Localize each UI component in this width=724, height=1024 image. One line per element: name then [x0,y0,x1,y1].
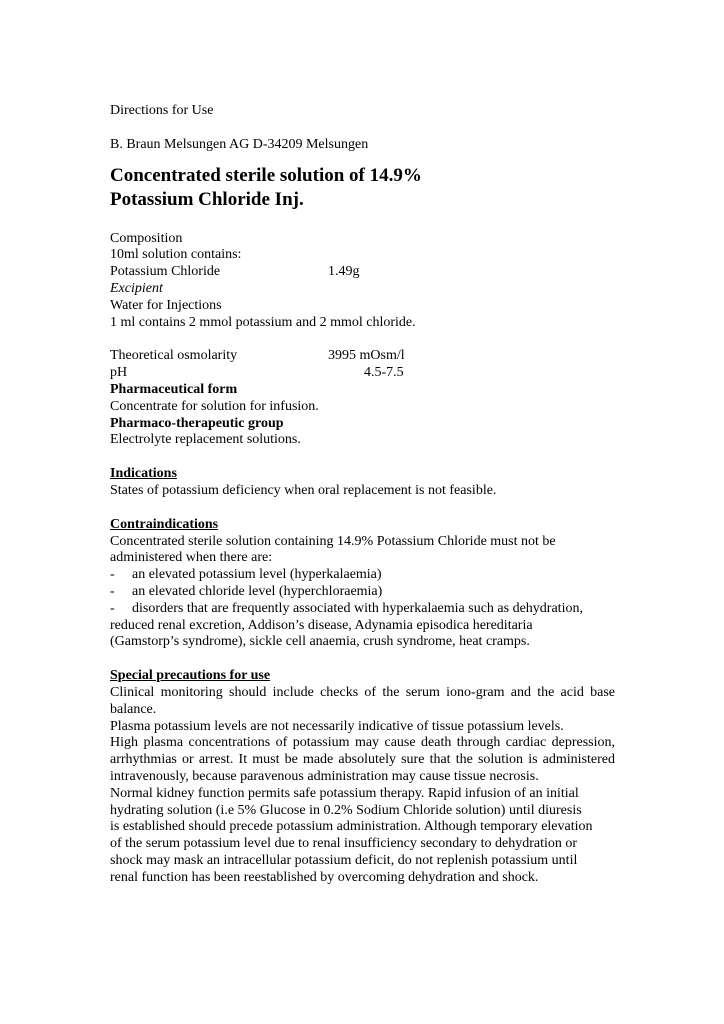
form-text: Concentrate for solution for infusion. [110,398,319,414]
contraindications-heading: Contraindications [110,516,219,532]
group-text: Electrolyte replacement solutions. [110,432,301,448]
precautions-paragraph-3: High plasma concentrations of potassium may cause death through cardiac depression, arrhythmias or arrest. It must be made absolutely sure that the solution is administered intravenously, because paravenous administration may cause tissue necrosis. [110,735,615,784]
precautions-paragraph-1: Clinical monitoring should include checks of the serum iono-gram and the acid base balance. [110,684,615,717]
directions-label: Directions for Use [110,103,214,118]
indications-heading: Indications [110,466,177,482]
contraindications-intro-2: administered when there are: [110,550,273,566]
contraindication-item: - an elevated chloride level (hyperchloraemia) [110,583,383,599]
composition-heading: Composition [110,230,183,246]
contraindications-cont-1: reduced renal excretion, Addison’s disease, Adynamia episodica hereditaria [110,617,533,633]
contraindication-item: - disorders that are frequently associated with hyperkalaemia such as dehydration, [110,600,583,616]
ingredient-value: 1.49g [328,264,360,280]
indications-text: States of potassium deficiency when oral replacement is not feasible. [110,482,497,498]
precautions-paragraph-2: Plasma potassium levels are not necessarily indicative of tissue potassium levels. [110,718,564,734]
precautions-paragraph-4: Normal kidney function permits safe potassium therapy. Rapid infusion of an initial hydrating solution (i.e 5% Glucose in 0.2% Sodium Chloride solution) until diuresis is established should precede potassium administration. Although temporary elevation of the serum potassium level due to renal insufficiency secondary to dehydration or shock may mask an intracellular potassium deficit, do not replenish potassium until renal function has been reestablished by overcoming dehydration and shock. [110,785,593,885]
excipient-label: Excipient [110,280,163,296]
document-page [110,103,615,886]
precautions-heading: Special precautions for use [110,668,271,684]
contraindications-intro-1: Concentrated sterile solution containing 14.9% Potassium Chloride must not be [110,533,556,549]
composition-intro: 10ml solution contains: [110,247,242,263]
ph-label: pH [110,365,128,381]
osmolarity-row [110,348,615,365]
contraindications-cont-2: (Gamstorp’s syndrome), sickle cell anaemia, crush syndrome, heat cramps. [110,634,530,650]
title-line-2: Potassium Chloride Inj. [110,188,304,210]
document-title [110,164,615,212]
excipient-name: Water for Injections [110,297,222,313]
ph-row [110,365,615,382]
composition-ratio: 1 ml contains 2 mmol potassium and 2 mmol chloride. [110,314,416,330]
ingredient-label: Potassium Chloride [110,264,221,280]
ph-value: 4.5-7.5 [364,365,404,381]
contraindication-item: - an elevated potassium level (hyperkalaemia) [110,567,382,583]
manufacturer-line: B. Braun Melsungen AG D-34209 Melsungen [110,136,369,152]
osmolarity-value: 3995 mOsm/l [328,348,405,364]
title-line-1: Concentrated sterile solution of 14.9% [110,164,422,186]
form-heading: Pharmaceutical form [110,381,238,397]
group-heading: Pharmaco-therapeutic group [110,415,284,431]
ingredient-row [110,264,615,281]
osmolarity-label: Theoretical osmolarity [110,348,238,364]
